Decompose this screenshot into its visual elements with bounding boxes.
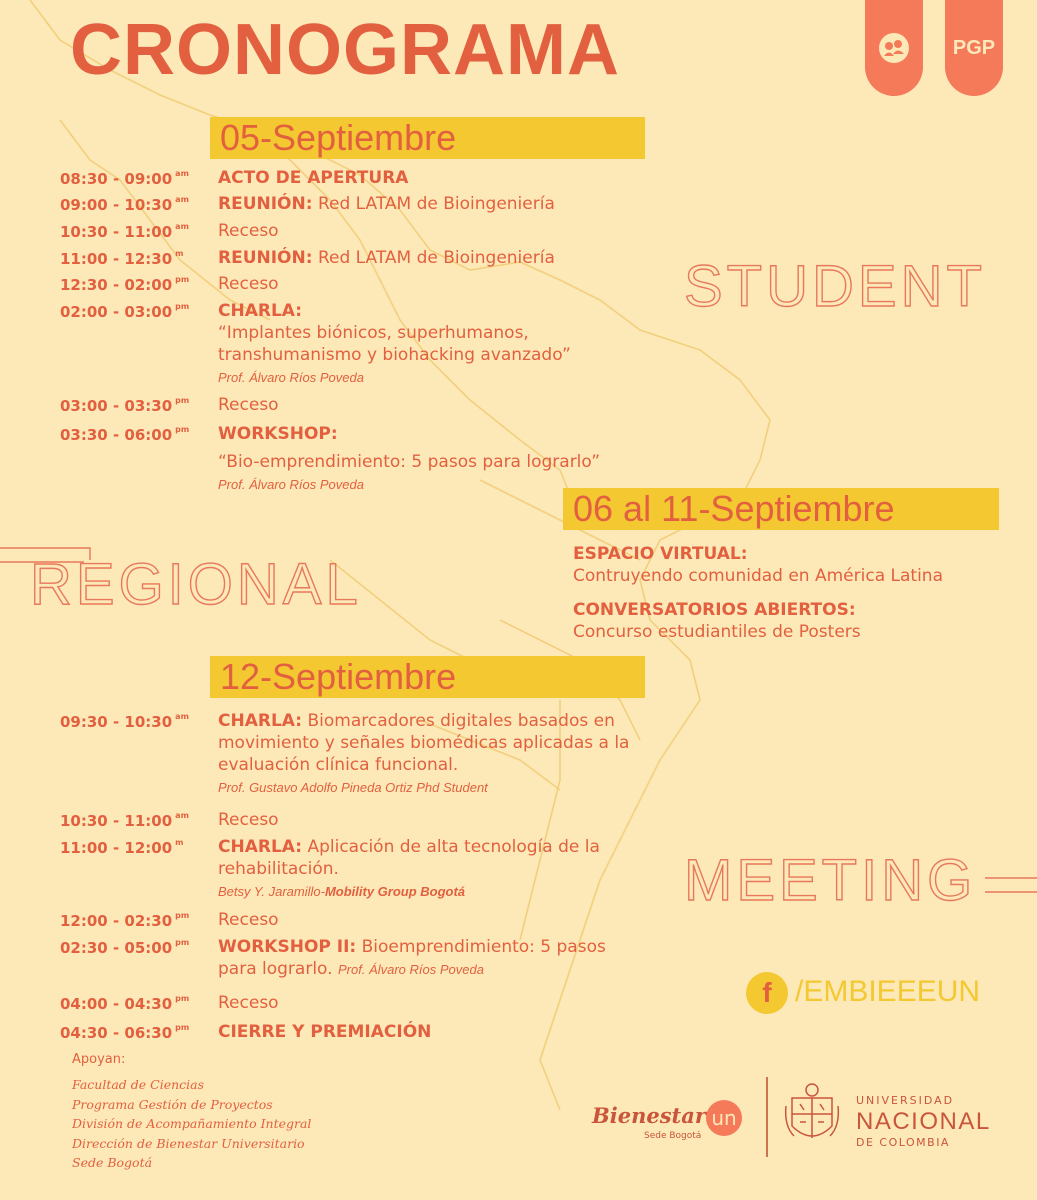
list-item: WORKSHOP II: Bioemprendimiento: 5 pasos para lograrlo. Prof. Álvaro Ríos Poveda <box>218 937 606 979</box>
facebook-handle[interactable]: /EMBIEEEUN <box>795 975 981 1008</box>
sponsor-item: Sede Bogotá <box>72 1155 153 1170</box>
brand-badge-people <box>865 0 923 96</box>
workshop-description: “Bio-emprendimiento: 5 pasos para lograrlo” Prof. Álvaro Ríos Poveda <box>218 452 601 492</box>
list-item: CHARLA: Biomarcadores digitales basados en movimiento y señales biomédicas aplicadas a la evaluación clínica funcional. Prof. Gustavo Adolfo Pineda Ortiz Phd Student <box>218 711 630 795</box>
university-name-main: NACIONAL <box>856 1108 991 1135</box>
facebook-icon[interactable]: f <box>746 972 788 1014</box>
bienestar-sede: Sede Bogotá <box>644 1131 702 1141</box>
time-slot: 10:30 - 11:00 $^{am}$ <box>60 222 189 241</box>
speaker-name: Prof. Álvaro Ríos Poveda <box>218 477 364 492</box>
list-item: Receso <box>218 810 279 830</box>
list-item: CHARLA: “Implantes biónicos, superhumanos, transhumanismo y biohacking avanzado” Prof. Álvaro Ríos Poveda <box>218 301 571 385</box>
university-name-top: UNIVERSIDAD <box>856 1094 955 1107</box>
time-slot: 04:30 - 06:30 $^{pm}$ <box>60 1023 190 1042</box>
pgp-badge: PGP <box>945 0 1003 96</box>
logo-divider <box>766 1077 768 1157</box>
list-item: CIERRE Y PREMIACIÓN <box>218 1022 432 1042</box>
time-slot: 02:30 - 05:00 $^{pm}$ <box>60 938 190 957</box>
list-item: WORKSHOP: <box>218 424 338 444</box>
list-item: Receso <box>218 395 279 415</box>
virtual-space-block: ESPACIO VIRTUAL: Contruyendo comunidad en América Latina <box>573 544 943 586</box>
sponsor-item: División de Acompañamiento Integral <box>72 1116 312 1131</box>
list-item: Receso <box>218 274 279 294</box>
outline-word-student: STUDENT <box>684 254 986 319</box>
list-item: ACTO DE APERTURA <box>218 168 409 188</box>
people-icon <box>876 30 912 66</box>
time-slot: 04:00 - 04:30 $^{pm}$ <box>60 994 190 1013</box>
time-slot: 12:00 - 02:30 $^{pm}$ <box>60 911 190 930</box>
speaker-name: Prof. Álvaro Ríos Poveda <box>218 370 364 385</box>
time-slot: 10:30 - 11:00 $^{am}$ <box>60 811 189 830</box>
list-item: REUNIÓN: Red LATAM de Bioingeniería <box>218 194 555 214</box>
time-slot: 09:30 - 10:30 $^{am}$ <box>60 712 189 731</box>
outline-word-meeting: MEETING <box>684 848 977 913</box>
outline-word-regional: REGIONAL <box>30 552 362 617</box>
page-title: CRONOGRAMA <box>70 10 620 90</box>
time-slot: 08:30 - 09:00 $^{am}$ <box>60 169 189 188</box>
time-slot: 09:00 - 10:30 $^{am}$ <box>60 195 189 214</box>
list-item: Receso <box>218 993 279 1013</box>
list-item: Receso <box>218 221 279 241</box>
list-item: REUNIÓN: Red LATAM de Bioingeniería <box>218 248 555 268</box>
time-slot: 11:00 - 12:00 $^m$ <box>60 838 184 857</box>
date-bar-day3: 12-Septiembre <box>210 656 645 698</box>
list-item: CHARLA: Aplicación de alta tecnología de la rehabilitación. Betsy Y. Jaramillo-Mobility Group Bogotá <box>218 837 600 899</box>
university-name-bottom: DE COLOMBIA <box>856 1136 950 1149</box>
time-slot: 03:00 - 03:30 $^{pm}$ <box>60 396 190 415</box>
sponsors-heading: Apoyan: <box>72 1052 126 1067</box>
open-talks-block: CONVERSATORIOS ABIERTOS: Concurso estudiantiles de Posters <box>573 600 861 642</box>
university-seal-icon <box>782 1080 842 1152</box>
sponsor-item: Dirección de Bienestar Universitario <box>72 1136 305 1151</box>
time-slot: 03:30 - 06:00 $^{pm}$ <box>60 425 190 444</box>
date-bar-day2: 06 al 11-Septiembre <box>563 488 999 530</box>
sponsor-item: Programa Gestión de Proyectos <box>72 1097 273 1112</box>
speaker-name: Prof. Gustavo Adolfo Pineda Ortiz Phd Student <box>218 780 488 795</box>
time-slot: 12:30 - 02:00 $^{pm}$ <box>60 275 190 294</box>
bienestar-logo-text: Bienestar <box>592 1103 706 1128</box>
sponsor-item: Facultad de Ciencias <box>72 1077 205 1092</box>
list-item: Receso <box>218 910 279 930</box>
speaker-name: Prof. Álvaro Ríos Poveda <box>337 962 484 977</box>
speaker-name: Betsy Y. Jaramillo-Mobility Group Bogotá <box>218 884 466 899</box>
time-slot: 02:00 - 03:00 $^{pm}$ <box>60 302 190 321</box>
date-bar-day1: 05-Septiembre <box>210 117 645 159</box>
un-logo: un <box>706 1100 742 1136</box>
time-slot: 11:00 - 12:30 $^m$ <box>60 249 184 268</box>
